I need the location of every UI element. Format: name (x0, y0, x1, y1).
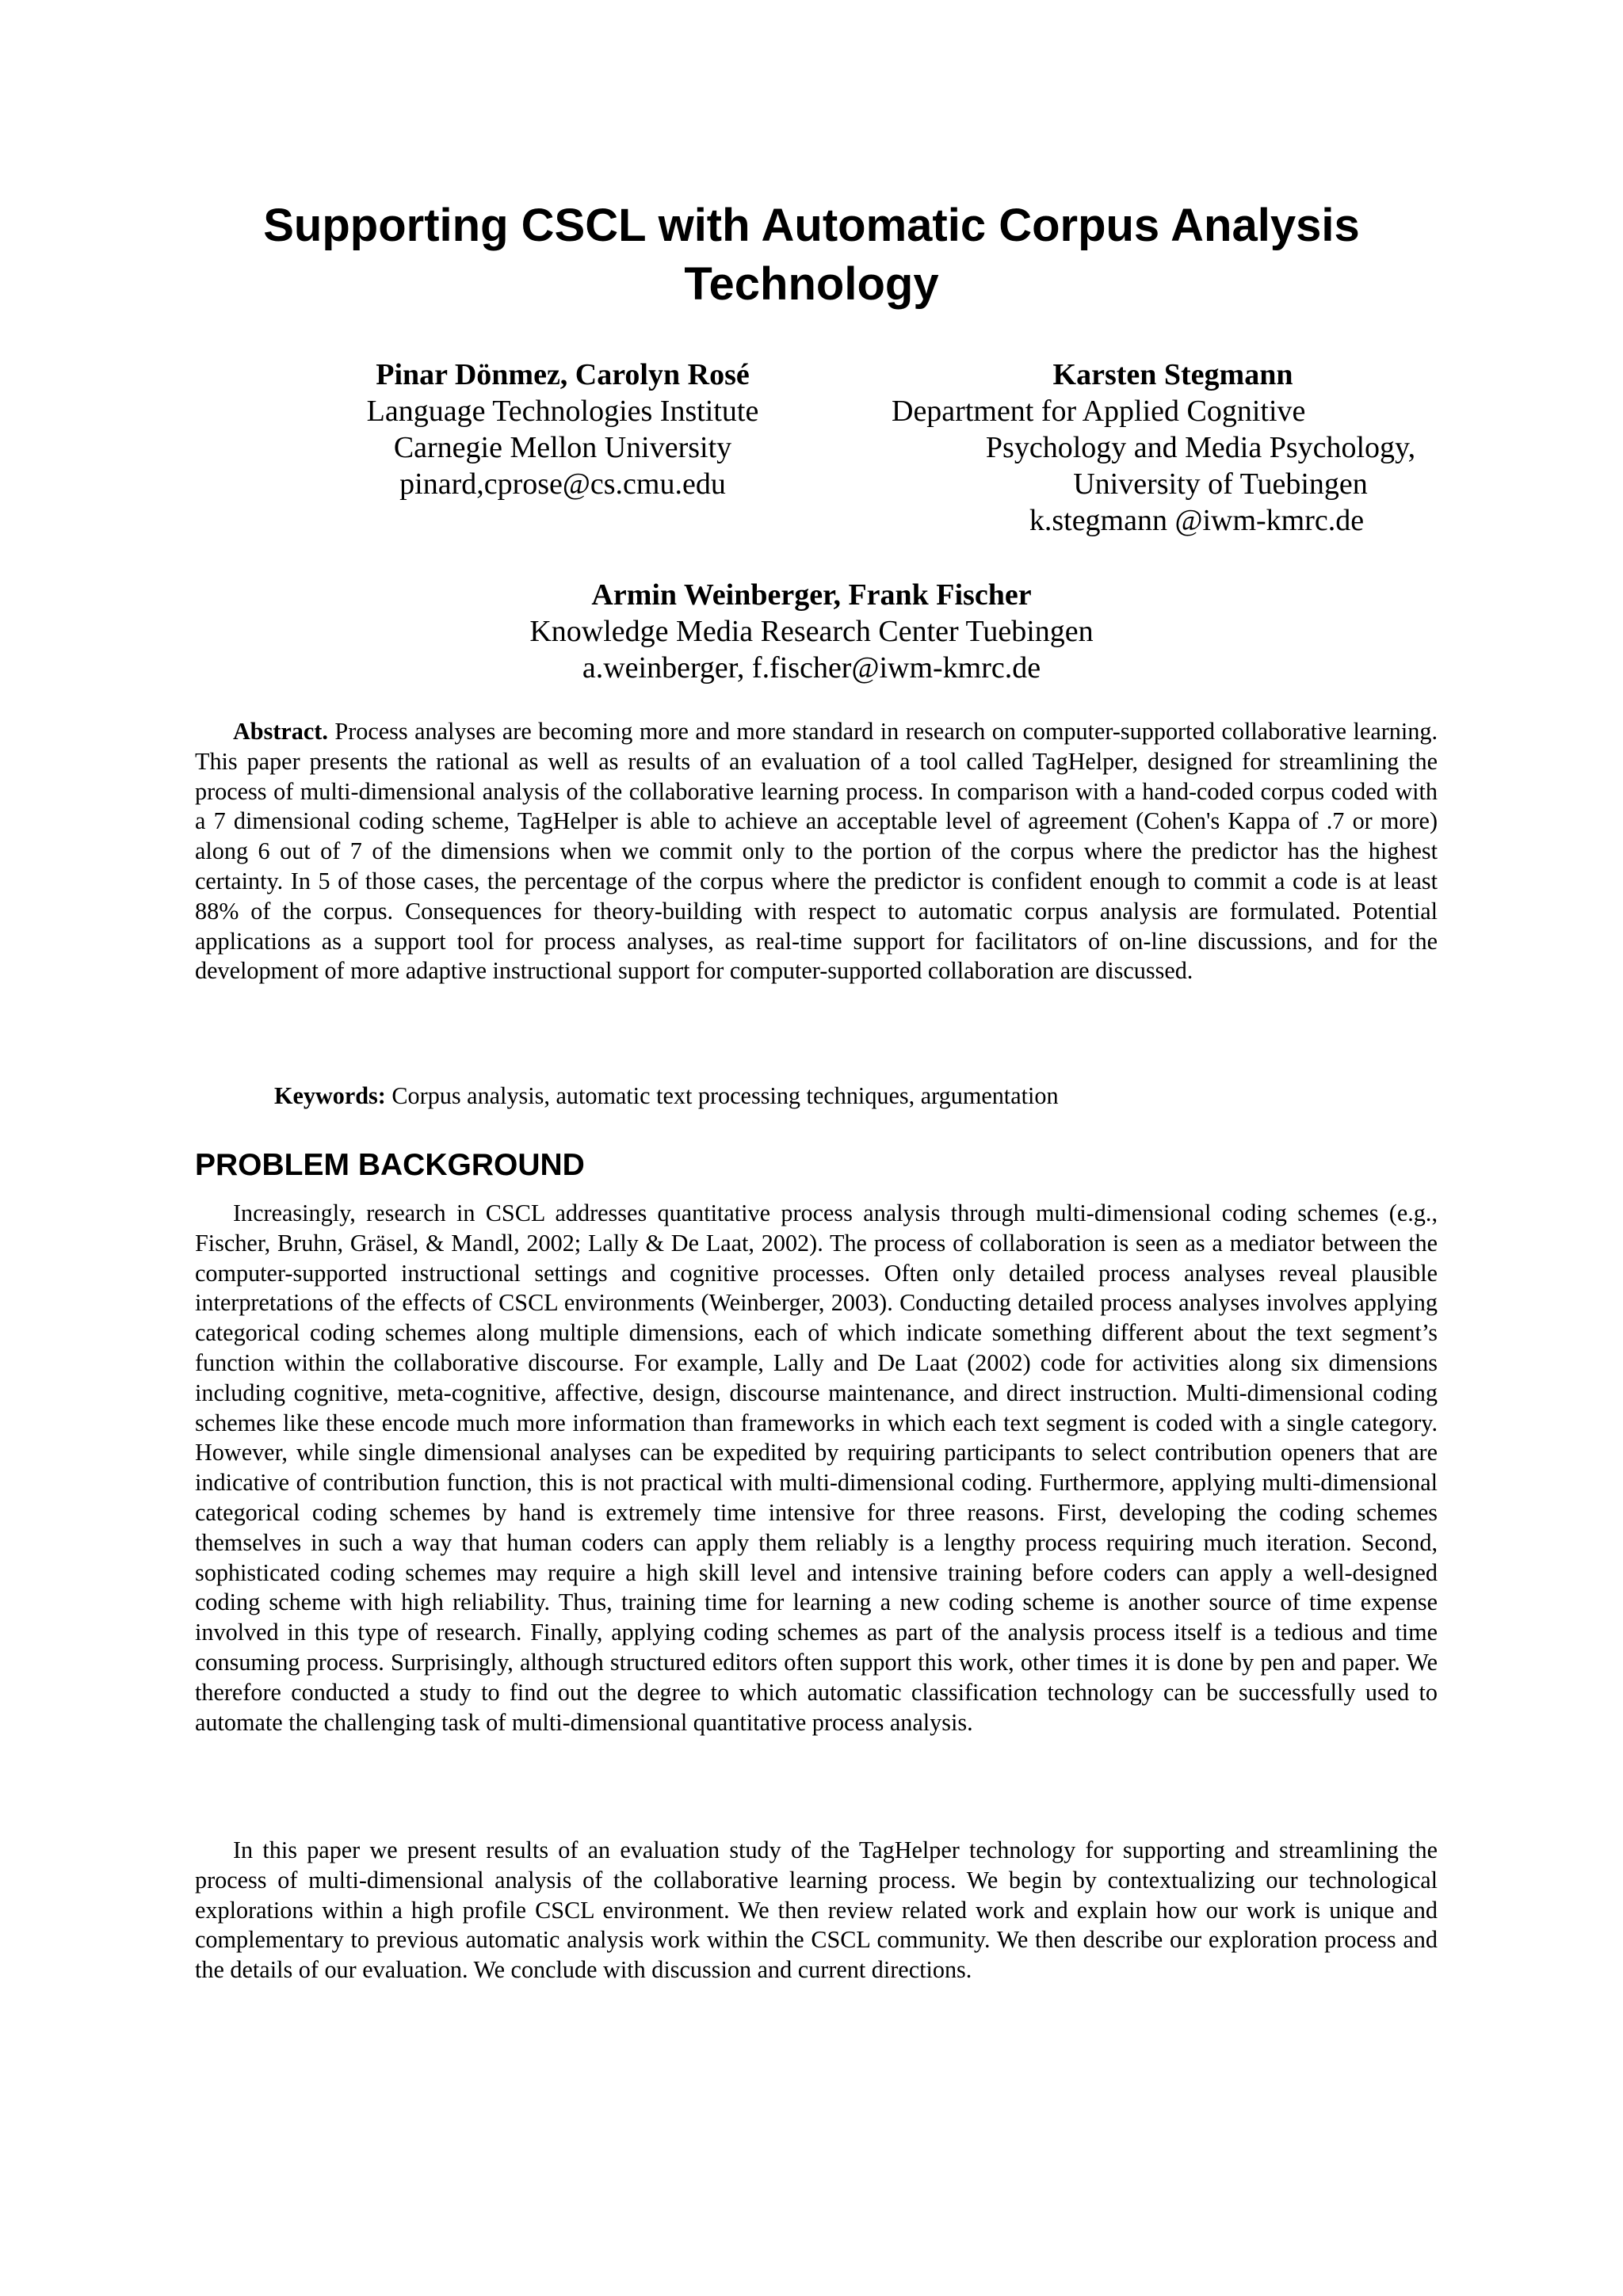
author-email: pinard,cprose@cs.cmu.edu (399, 467, 726, 501)
paper-title: Supporting CSCL with Automatic Corpus Analysis Technology (263, 200, 1360, 310)
author-institute: Language Technologies Institute (366, 395, 759, 428)
author-university: University of Tuebingen (1073, 467, 1368, 501)
author-email: k.stegmann @iwm-kmrc.de (1029, 504, 1365, 537)
author-institute: Knowledge Media Research Center Tuebingen (529, 615, 1094, 648)
abstract-label: Abstract. (233, 718, 328, 745)
author-block-center (336, 577, 1287, 686)
author-names: Pinar Dönmez, Carolyn Rosé (376, 358, 750, 391)
author-names: Karsten Stegmann (1052, 358, 1293, 391)
author-department-line2: Psychology and Media Psychology, (985, 431, 1416, 464)
section-heading: PROBLEM BACKGROUND (195, 1148, 585, 1182)
keywords-text: Corpus analysis, automatic text processing techniques, argumentation (391, 1082, 1059, 1109)
author-email: a.weinberger, f.fischer@iwm-kmrc.de (582, 651, 1041, 685)
keywords-label: Keywords: (274, 1082, 386, 1109)
body-paragraph-2: In this paper we present results of an evaluation study of the TagHelper technology for supporting and streamlining the process of multi-dimensional analysis of the collaborative learning process. We begin by contextualizing our technological explorations within a high profile CSCL environment. We then review related work and explain how our work is unique and complementary to previous automatic analysis work within the CSCL community. We then describe our exploration process and the details of our evaluation. We conclude with discussion and current directions. (195, 1836, 1438, 1984)
author-names: Armin Weinberger, Frank Fischer (591, 578, 1032, 612)
body-paragraph-1: Increasingly, research in CSCL addresses quantitative process analysis through multi-dimensional coding schemes (e.g., Fischer, Bruhn, Gräsel, & Mandl, 2002; Lally & De Laat, 2002). The process of collaboration is seen as a mediator between the computer-supported instructional settings and cognitive processes. Often only detailed process analyses reveal plausible interpretations of the effects of CSCL environments (Weinberger, 2003). Conducting detailed process analyses involves applying categorical coding schemes along multiple dimensions, each of which indicate something different about the text segment’s function within the collaborative discourse. For example, Lally and De Laat (2002) code for activities along six dimensions including cognitive, meta-cognitive, affective, design, discourse maintenance, and direct instruction. Multi-dimensional coding schemes like these encode much more information than frameworks in which each text segment is coded with a single category. However, while single dimensional analyses can be expedited by requiring participants to select contribution openers that are indicative of contribution function, this is not practical with multi-dimensional coding. Furthermore, applying multi-dimensional categorical coding schemes by hand is extremely time intensive for three reasons. First, developing the coding schemes themselves in such a way that human coders can apply them reliably is a lengthy process requiring much iteration. Second, sophisticated coding schemes may require a high skill level and intensive training before coders can apply a well-designed coding scheme with high reliability. Thus, training time for learning a new coding scheme is another source of time expense involved in this type of research. Finally, applying coding schemes as part of the analysis process itself is a tedious and time consuming process. Surprisingly, although structured editors often support this work, other times it is done by pen and paper. We therefore conducted a study to find out the degree to which automatic classification technology can be successfully used to automate the challenging task of multi-dimensional quantitative process analysis. (195, 1199, 1438, 1736)
author-block-left (238, 357, 888, 502)
keywords (195, 1081, 1438, 1112)
abstract (195, 717, 1438, 986)
author-department-line1: Department for Applied Cognitive (892, 395, 1306, 428)
author-university: Carnegie Mellon University (393, 431, 732, 464)
author-block-right (872, 357, 1474, 539)
abstract-text: Process analyses are becoming more and more standard in research on computer-supported collaborative learning. This paper presents the rational as well as results of an evaluation of a tool called TagHelper, designed for streamlining the process of multi-dimensional analysis of the collaborative learning process. In comparison with a hand-coded corpus coded with a 7 dimensional coding scheme, TagHelper is able to achieve an acceptable level of agreement (Cohen's Kappa of .7 or more) along 6 out of 7 of the dimensions when we commit only to the portion of the corpus where the predictor has the highest certainty. In 5 of those cases, the percentage of the corpus where the predictor is confident enough to commit a code is at least 88% of the corpus. Consequences for theory-building with respect to automatic corpus analysis are formulated. Potential applications as a support tool for process analyses, as real-time support for facilitators of on-line discussions, and for the development of more adaptive instructional support for computer-supported collaboration are discussed. (195, 718, 1438, 985)
